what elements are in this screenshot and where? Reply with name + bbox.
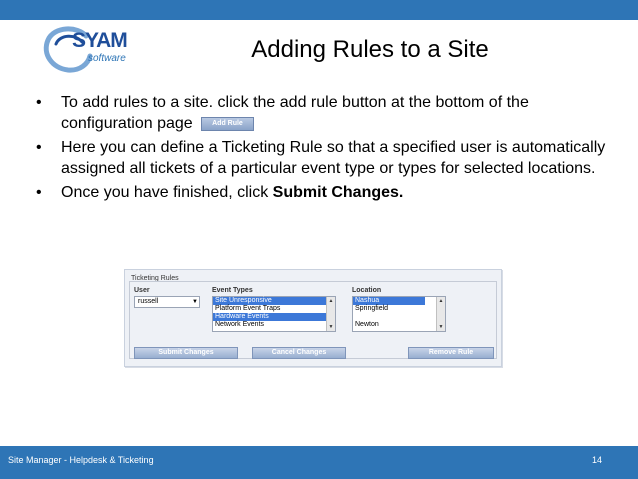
- slide-title: Adding Rules to a Site: [251, 36, 489, 63]
- bullet-dot: •: [36, 184, 42, 201]
- bullet-item: [34, 137, 609, 179]
- scroll-down-icon[interactable]: ▼: [328, 324, 334, 330]
- event-type-option[interactable]: Platform Event Traps: [215, 305, 281, 312]
- panel-legend: Ticketing Rules: [131, 275, 179, 282]
- location-option[interactable]: Newton: [355, 321, 379, 328]
- bullet-item: [34, 92, 609, 134]
- event-type-option[interactable]: Hardware Events: [213, 313, 335, 321]
- syam-logo: [38, 22, 150, 82]
- cancel-changes-button[interactable]: Cancel Changes: [252, 347, 346, 359]
- location-listbox[interactable]: [352, 296, 446, 332]
- location-label: Location: [352, 287, 382, 294]
- logo-wordmark: SYAM: [72, 29, 127, 52]
- ticketing-rules-panel: [124, 269, 502, 367]
- footer-title: Site Manager - Helpdesk & Ticketing: [8, 455, 154, 465]
- event-type-option[interactable]: Site Unresponsive: [213, 297, 335, 305]
- bullet-text: Once you have finished, click: [61, 184, 273, 201]
- location-option[interactable]: Springfield: [355, 305, 389, 312]
- bullet-dot: •: [36, 139, 42, 156]
- dropdown-arrow-icon: ▼: [192, 299, 198, 305]
- bullet-list: [34, 92, 609, 206]
- submit-changes-button[interactable]: Submit Changes: [134, 347, 238, 359]
- bullet-text: To add rules to a site. click the add rule button at the bottom of the configuration page: [61, 94, 529, 132]
- location-option[interactable]: Nashua: [353, 297, 425, 305]
- submit-changes-emphasis: Submit Changes.: [272, 184, 404, 201]
- event-type-option[interactable]: Network Events: [215, 321, 265, 328]
- user-select[interactable]: [134, 296, 200, 308]
- bullet-item: [34, 182, 609, 203]
- page-number: 14: [591, 455, 602, 465]
- location-scrollbar[interactable]: [436, 297, 445, 331]
- scroll-up-icon[interactable]: ▲: [438, 298, 444, 304]
- logo-subtitle: software: [88, 53, 126, 64]
- scroll-down-icon[interactable]: ▼: [438, 324, 444, 330]
- user-select-value: russell: [138, 298, 159, 305]
- event-types-scrollbar[interactable]: [326, 297, 335, 331]
- footer-bar: [0, 446, 638, 479]
- bullet-dot: •: [36, 94, 42, 111]
- scroll-up-icon[interactable]: ▲: [328, 298, 334, 304]
- add-rule-button[interactable]: Add Rule: [201, 117, 254, 131]
- panel-fieldset: [129, 281, 497, 359]
- location-option[interactable]: [353, 313, 445, 321]
- top-bar: [0, 0, 638, 20]
- remove-rule-button[interactable]: Remove Rule: [408, 347, 494, 359]
- event-types-listbox[interactable]: [212, 296, 336, 332]
- event-types-label: Event Types: [212, 287, 253, 294]
- user-label: User: [134, 287, 150, 294]
- bullet-text: Here you can define a Ticketing Rule so that a specified user is automatically assigned all tickets of a particular event type or types for selected locations.: [61, 139, 606, 177]
